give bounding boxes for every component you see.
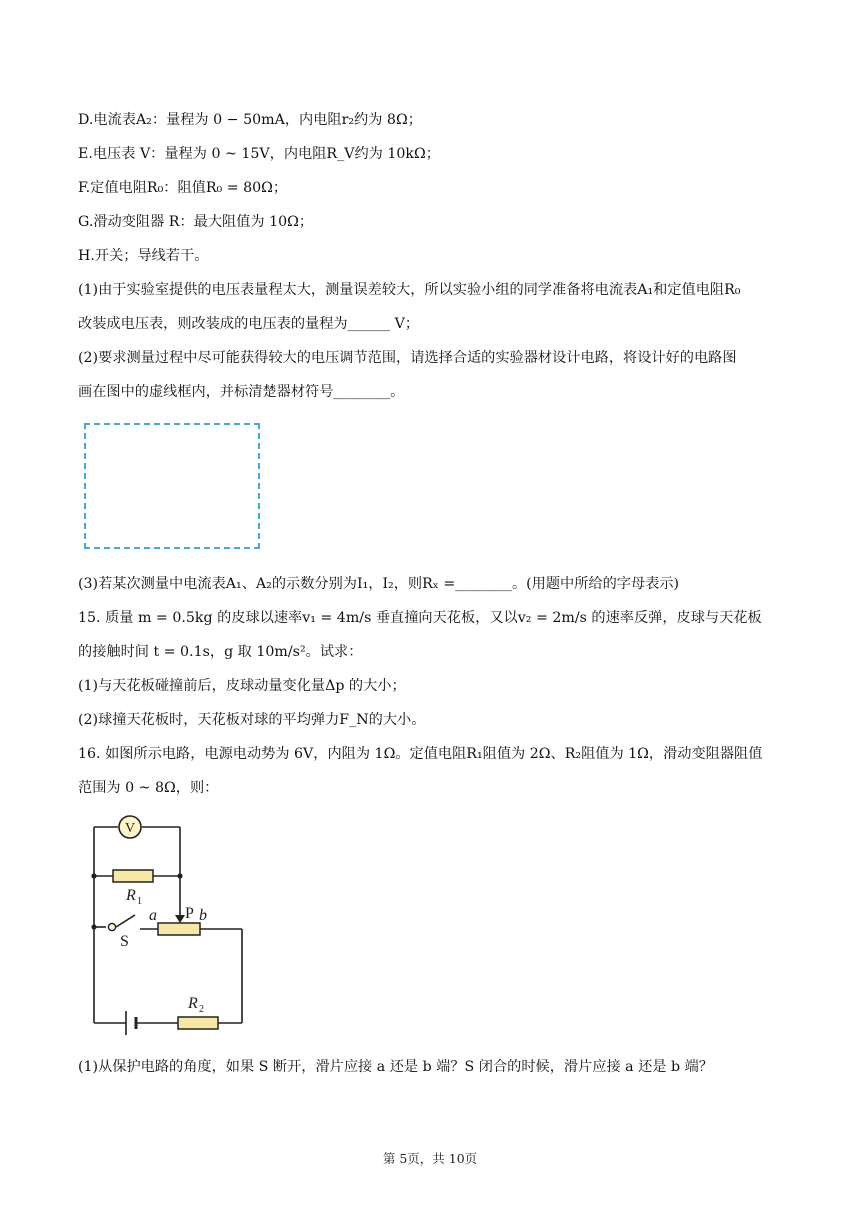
text-line-2: E.电压表 V：量程为 0 ~ 15V，内电阻R_V约为 10kΩ；: [78, 146, 440, 162]
junction-dot: [91, 873, 96, 878]
switch-label: S: [120, 933, 129, 950]
resistor-r1: [113, 870, 153, 882]
r2-subscript: 2: [199, 1004, 204, 1015]
text-line-3: F.定值电阻R₀：阻值R₀ = 80Ω；: [78, 180, 288, 196]
text-line-14: (2)球撞天花板时，天花板对球的平均弹力F_N的大小。: [78, 712, 426, 728]
answer-dashed-box: [84, 423, 260, 549]
text-line-6: (1)由于实验室提供的电压表量程太大，测量误差较大，所以实验小组的同学准备将电流表A₁和定值电阻R₀: [78, 282, 741, 298]
text-line-7: 改装成电压表，则改装成的电压表的量程为______ V；: [78, 316, 420, 332]
resistor-r2: [178, 1017, 218, 1029]
junction-dot: [177, 873, 182, 878]
text-line-8: (2)要求测量过程中尽可能获得较大的电压调节范围，请选择合适的实验器材设计电路，将设计好的电路图: [78, 350, 737, 366]
junction-dot: [91, 924, 96, 929]
end-b-label: b: [199, 907, 207, 924]
rheostat: [158, 923, 200, 935]
r2-label: R: [188, 995, 198, 1012]
text-line-9: 画在图中的虚线框内，并标清楚器材符号________。: [78, 384, 405, 400]
text-line-5: H.开关；导线若干。: [78, 248, 209, 264]
text-line-15: 16. 如图所示电路，电源电动势为 6V，内阻为 1Ω。定值电阻R₁阻值为 2Ω、R₂阻值为 1Ω，滑动变阻器阻值: [78, 746, 763, 762]
page-footer: 第 5页，共 10页: [382, 1151, 478, 1166]
text-line-10: (3)若某次测量中电流表A₁、A₂的示数分别为I₁，I₂，则Rₓ =________。(用题中所给的字母表示): [78, 576, 680, 592]
text-line-12: 的接触时间 t = 0.1s，g 取 10m/s²。试求：: [78, 644, 363, 660]
circuit-diagram: [80, 807, 260, 1043]
slider-label: P: [185, 905, 194, 922]
text-line-17: (1)从保护电路的角度，如果 S 断开，滑片应接 a 还是 b 端？S 闭合的时候，滑片应接 a 还是 b 端？: [78, 1059, 713, 1075]
end-a-label: a: [149, 907, 157, 924]
r1-subscript: 1: [137, 896, 142, 907]
voltmeter-label: V: [124, 821, 136, 836]
text-line-1: D.电流表A₂：量程为 0 − 50mA，内电阻r₂约为 8Ω；: [78, 112, 422, 128]
text-line-16: 范围为 0 ~ 8Ω，则：: [78, 780, 219, 796]
text-line-13: (1)与天花板碰撞前后，皮球动量变化量Δp 的大小；: [78, 678, 406, 694]
text-line-11: 15. 质量 m = 0.5kg 的皮球以速率v₁ = 4m/s 垂直撞向天花板，又以v₂ = 2m/s 的速率反弹，皮球与天花板: [78, 610, 762, 626]
r1-label: R: [126, 887, 136, 904]
text-line-4: G.滑动变阻器 R：最大阻值为 10Ω；: [78, 214, 314, 230]
switch-contact: [108, 923, 115, 930]
slider-arrow-icon: [175, 915, 185, 923]
